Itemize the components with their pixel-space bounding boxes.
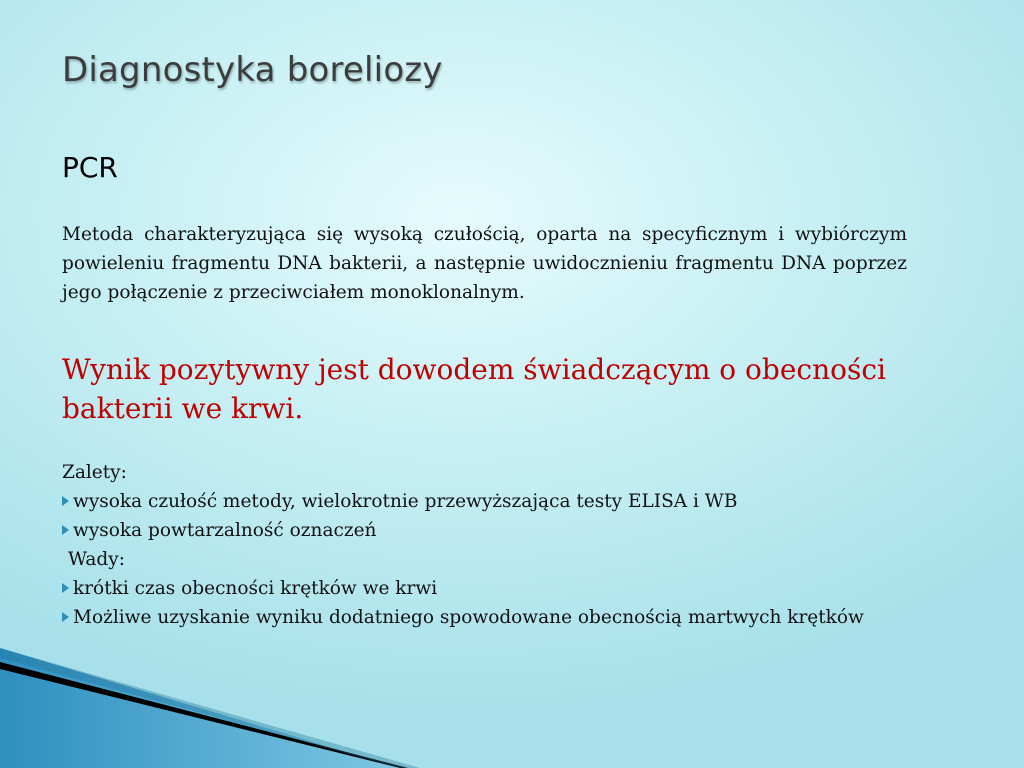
advantages-list	[62, 487, 912, 545]
disadvantage-item	[62, 603, 912, 632]
disadvantages-label: Wady:	[68, 549, 125, 570]
pros-cons	[62, 458, 912, 632]
slide-subtitle: PCR	[62, 151, 118, 184]
disadvantage-text: Możliwe uzyskanie wyniku dodatniego spowodowane obecnością martwych krętków	[73, 607, 864, 628]
advantages-label: Zalety:	[62, 462, 127, 483]
triangle-bullet-icon	[62, 525, 69, 535]
triangle-bullet-icon	[62, 583, 69, 593]
advantage-item	[62, 516, 912, 545]
disadvantages-list	[62, 574, 912, 632]
disadvantage-item	[62, 574, 912, 603]
method-description: Metoda charakteryzująca się wysoką czułością, oparta na specyficznym i wybiórczym powieleniu fragmentu DNA bakterii, a następnie uwidocznieniu fragmentu DNA poprzez jego połączenie z przeciwciałem monoklonalnym.	[62, 224, 907, 303]
slide-title: Diagnostyka boreliozy	[62, 50, 443, 90]
highlight-statement: Wynik pozytywny jest dowodem świadczącym o obecności bakterii we krwi.	[62, 353, 886, 425]
disadvantage-text: krótki czas obecności krętków we krwi	[73, 578, 438, 599]
advantage-item	[62, 487, 912, 516]
corner-wave-decoration	[0, 648, 420, 768]
advantage-text: wysoka powtarzalność oznaczeń	[73, 520, 377, 541]
triangle-bullet-icon	[62, 612, 69, 622]
triangle-bullet-icon	[62, 496, 69, 506]
advantage-text: wysoka czułość metody, wielokrotnie przewyższająca testy ELISA i WB	[73, 491, 738, 512]
